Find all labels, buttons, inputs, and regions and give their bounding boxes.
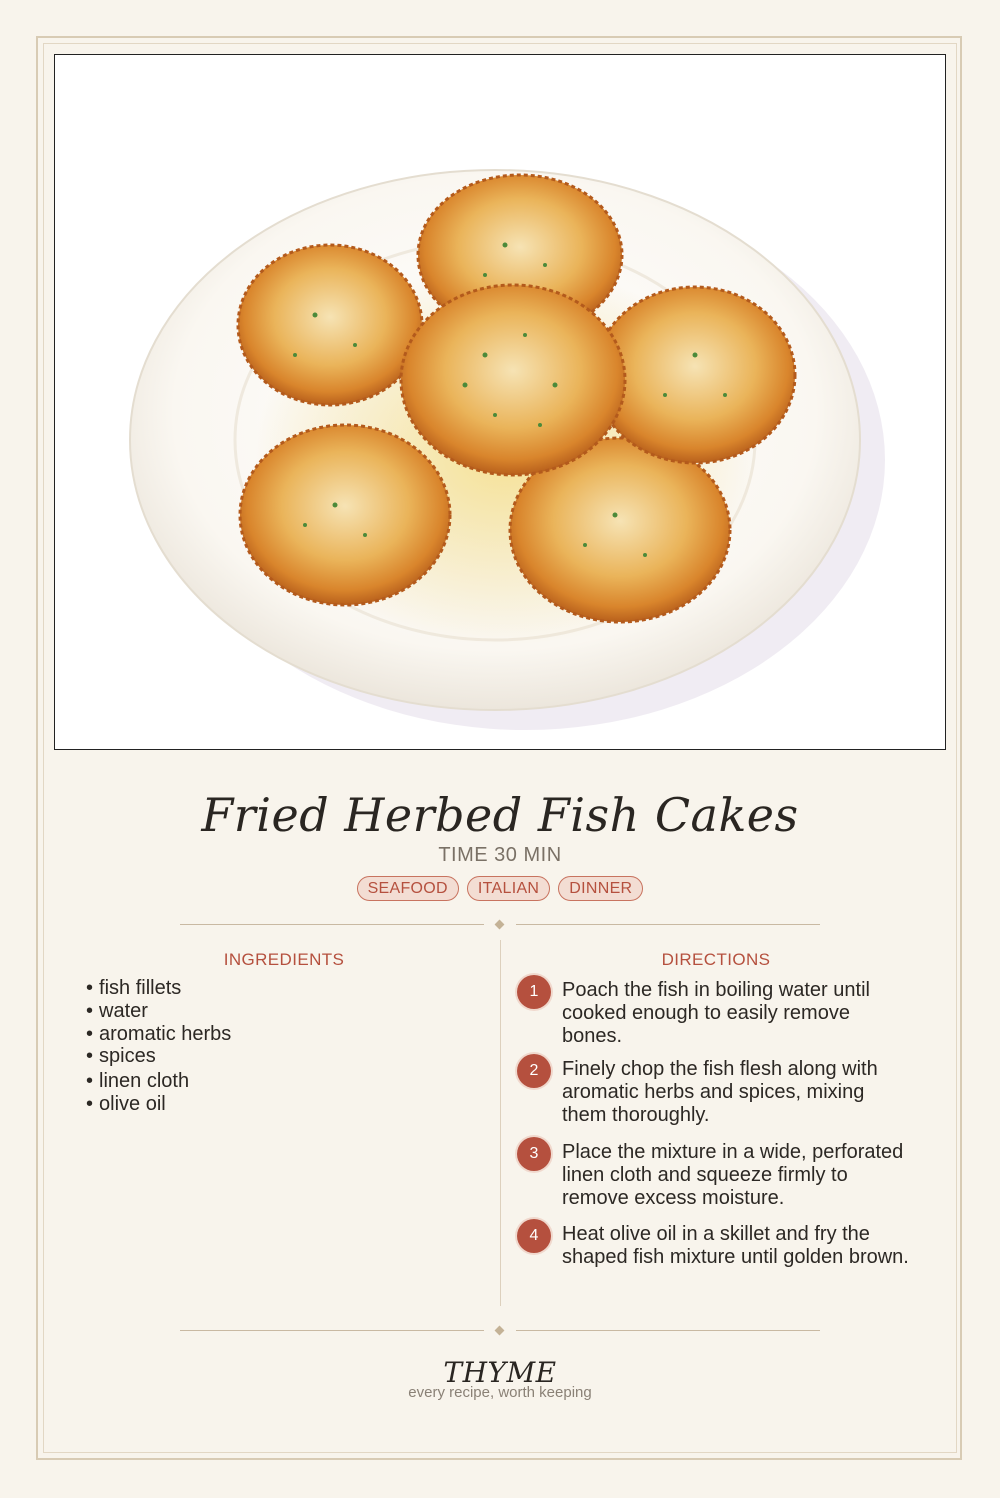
- tag-list: [0, 876, 1000, 901]
- direction-step: [517, 1137, 917, 1210]
- list-item: • water: [86, 999, 148, 1022]
- direction-step: [517, 975, 917, 1048]
- step-text: Poach the fish in boiling water until cooked enough to easily remove bones.: [562, 979, 870, 1047]
- step-number-badge: 4: [517, 1219, 551, 1253]
- list-item: • spices: [86, 1045, 156, 1068]
- bottom-divider: [180, 1324, 820, 1338]
- cook-time: TIME 30 MIN: [438, 844, 562, 866]
- brand-tagline: every recipe, worth keeping: [408, 1384, 592, 1401]
- direction-step: [517, 1054, 917, 1127]
- ingredients-heading: INGREDIENTS: [223, 950, 345, 969]
- direction-step: [517, 1219, 917, 1269]
- directions-heading: DIRECTIONS: [661, 950, 771, 969]
- step-text: Place the mixture in a wide, perforated linen cloth and squeeze firmly to remove excess moisture.: [562, 1141, 904, 1209]
- tag-dinner[interactable]: DINNER: [558, 876, 643, 901]
- list-item: • olive oil: [86, 1092, 166, 1115]
- step-text: Finely chop the fish flesh along with aromatic herbs and spices, mixing them thoroughly.: [562, 1058, 878, 1126]
- list-item: • fish fillets: [86, 977, 182, 999]
- step-number-badge: 1: [517, 975, 551, 1009]
- recipe-title: Fried Herbed Fish Cakes: [201, 788, 799, 842]
- step-text: Heat olive oil in a skillet and fry the shaped fish mixture until golden brown.: [562, 1223, 909, 1268]
- top-divider: [180, 918, 820, 932]
- step-number-badge: 3: [517, 1137, 551, 1171]
- step-number-badge: 2: [517, 1054, 551, 1088]
- fish-cakes-illustration: [55, 55, 945, 749]
- column-divider: [500, 940, 501, 1306]
- tag-italian[interactable]: ITALIAN: [467, 876, 550, 901]
- diamond-ornament-icon: [495, 1326, 505, 1336]
- list-item: • aromatic herbs: [86, 1022, 232, 1045]
- list-item: • linen cloth: [86, 1070, 190, 1093]
- tag-seafood[interactable]: SEAFOOD: [357, 876, 459, 901]
- brand-name: THYME: [443, 1356, 557, 1389]
- diamond-ornament-icon: [495, 920, 505, 930]
- recipe-photo: [54, 54, 946, 750]
- ingredients-list: [86, 977, 231, 1116]
